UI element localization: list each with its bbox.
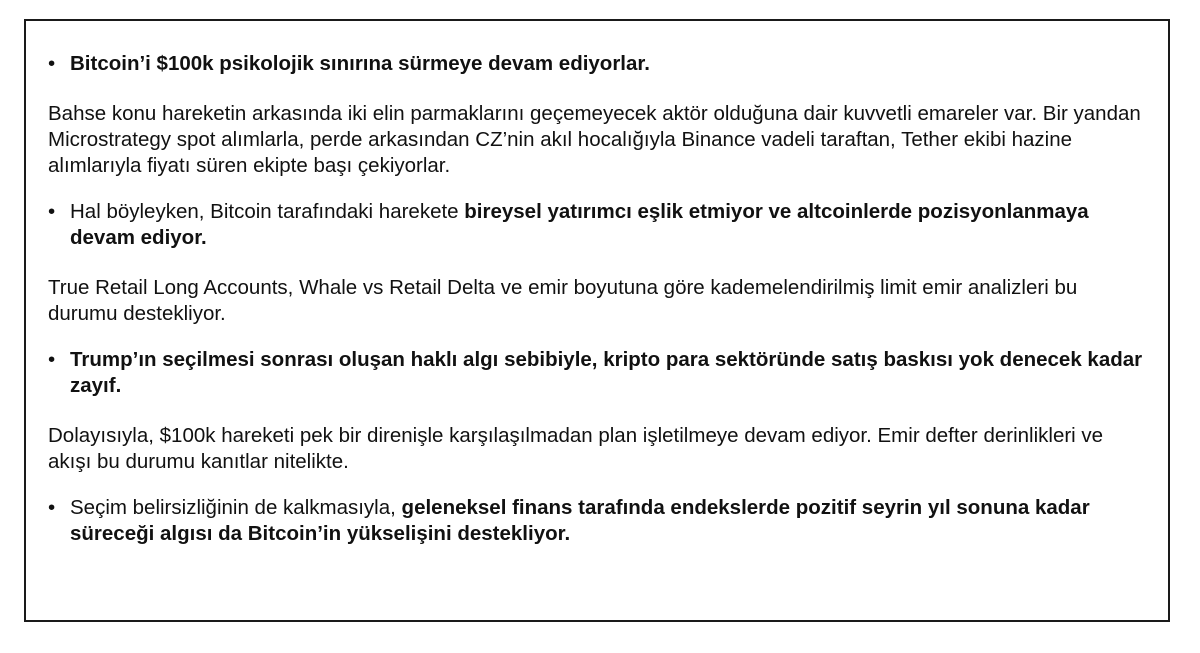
bullet-glyph: • (48, 200, 56, 223)
bullet-glyph: • (48, 52, 56, 75)
paragraph-3: Dolayısıyla, $100k hareketi pek bir direnişle karşılaşılmadan plan işletilmeye devam ediyor. Emir defter derinlikleri ve akışı bu durumu kanıtlar nitelikte. (48, 424, 1104, 473)
bullet-item-2 (48, 199, 1148, 251)
bullet-3-bold-text: Trump’ın seçilmesi sonrası oluşan haklı algı sebibiyle, kripto para sektöründe satış baskısı yok denecek kadar zayıf. (70, 348, 1143, 397)
bullet-item-3 (48, 347, 1148, 399)
bullet-glyph: • (48, 496, 56, 519)
bullet-2-bold-text: bireysel yatırımcı eşlik etmiyor ve altcoinlerde pozisyonlanmaya devam ediyor. (70, 200, 1089, 249)
bullet-1-bold-text: Bitcoin’i $100k psikolojik sınırına sürmeye devam ediyorlar. (70, 52, 650, 75)
bullet-2-plain-text: Hal böyleyken, Bitcoin tarafındaki harekete (70, 200, 465, 223)
bullet-item-4 (48, 495, 1148, 547)
paragraph-1: Bahse konu hareketin arkasında iki elin parmaklarını geçemeyecek aktör olduğuna dair kuvvetli emareler var. Bir yandan Microstrategy spot alımlarla, perde arkasından CZ’nin akıl hocalığıyla Binance vadeli taraftan, Tether ekibi hazine alımlarıyla fiyatı süren ekipte başı çekiyorlar. (48, 102, 1141, 177)
paragraph-2: True Retail Long Accounts, Whale vs Retail Delta ve emir boyutuna göre kademelendirilmiş limit emir analizleri bu durumu destekliyor. (48, 276, 1078, 325)
bullet-4-plain-text: Seçim belirsizliğinin de kalkmasıyla, (70, 496, 402, 519)
bullet-4-bold-text: geleneksel finans tarafında endekslerde pozitif seyrin yıl sonuna kadar süreceği algısı da Bitcoin’in yükselişini destekliyor. (70, 496, 1090, 545)
document-frame (24, 19, 1170, 622)
document-body (48, 51, 1148, 547)
bullet-glyph: • (48, 348, 56, 371)
bullet-item-1 (48, 51, 1148, 77)
